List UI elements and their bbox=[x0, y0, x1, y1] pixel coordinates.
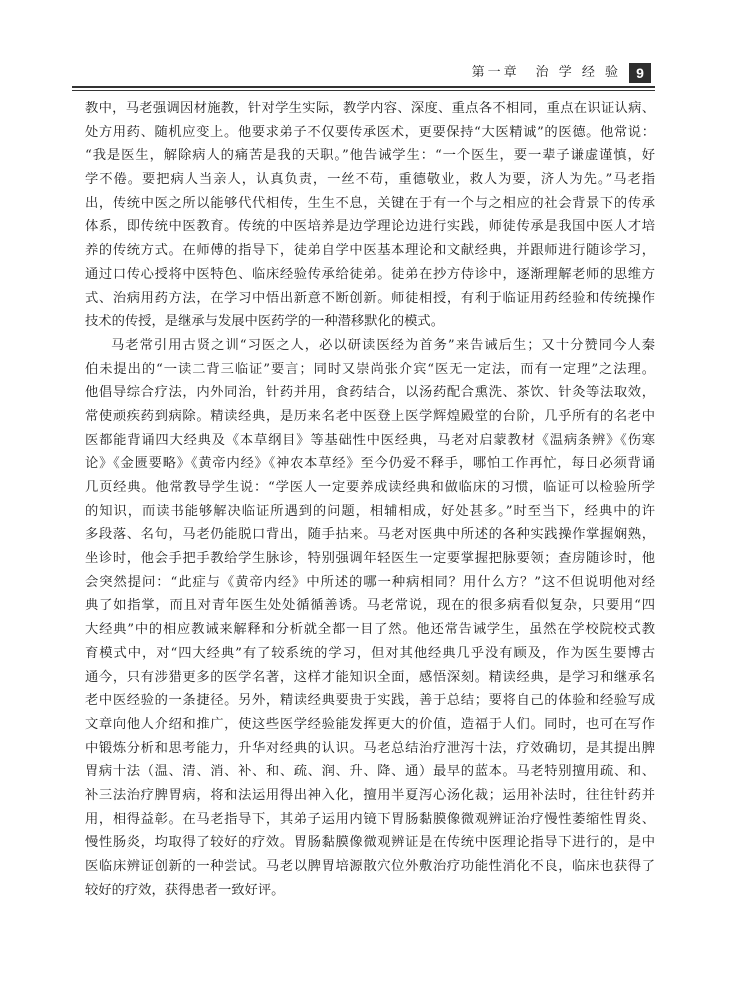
text-line: 常使顽疾药到病除。精读经典，是历来名老中医登上医学辉煌殿堂的台阶，几乎所有的名老中 bbox=[85, 408, 655, 424]
text-line: 通今，只有涉猎更多的医学名著，这样才能知识全面，感悟深刻。精读经典，是学习和继承名 bbox=[85, 669, 655, 685]
text-line: 文章向他人介绍和推广，使这些医学经验能发挥更大的价值，造福于人们。同时，也可在写作 bbox=[85, 716, 655, 732]
text-line: 典了如指掌，而且对青年医生处处循循善诱。马老常说，现在的很多病看似复杂，只要用“四 bbox=[85, 598, 655, 614]
text-line: 教中，马老强调因材施教，针对学生实际，教学内容、深度、重点各不相同，重点在识证认病、 bbox=[85, 101, 655, 116]
text-line: 学不倦。要把病人当亲人，认真负责，一丝不苟，重德敬业，救人为要，济人为先。”马老指 bbox=[85, 172, 655, 188]
header-rule-thin bbox=[72, 90, 655, 91]
text-line: 中锻炼分析和思考能力，升华对经典的认识。马老总结治疗泄泻十法，疗效确切，是其提出脾 bbox=[85, 740, 655, 756]
text-line: 老中医经验的一条捷径。另外，精读经典要贵于实践，善于总结；要将自己的体验和经验写成 bbox=[85, 693, 655, 709]
text-line: 医临床辨证创新的一种尝试。马老以脾胃培源散穴位外敷治疗功能性消化不良，临床也获得了 bbox=[85, 859, 655, 874]
text-line: 慢性肠炎，均取得了较好的疗效。胃肠黏膜像微观辨证是在传统中医理论指导下进行的，是中 bbox=[85, 835, 655, 851]
text-line: 的知识，而读书能够解决临证所遇到的问题，相辅相成，好处甚多。”时至当下，经典中的许 bbox=[85, 503, 655, 519]
text-line: 他倡导综合疗法，内外同治，针药并用，食药结合，以汤药配合熏洗、茶饮、针灸等法取效， bbox=[85, 385, 655, 401]
page-number: 9 bbox=[629, 63, 651, 83]
text-line: “我是医生，解除病人的痛苦是我的天职。”他告诫学生：“一个医生，要一辈子谦虚谨慎，好 bbox=[85, 148, 655, 164]
text-line: 坐诊时，他会手把手教给学生脉诊，特别强调年轻医生一定要掌握把脉要领；查房随诊时，他 bbox=[85, 551, 655, 567]
text-line: 多段落、名句，马老仍能脱口背出，随手拈来。马老对医典中所述的各种实践操作掌握娴熟， bbox=[85, 527, 655, 543]
text-line: 医都能背诵四大经典及《本草纲目》等基础性中医经典，马老对启蒙教材《温病条辨》《伤寒 bbox=[85, 432, 655, 448]
text-line: 大经典”中的相应教诫来解释和分析就全都一目了然。他还常告诫学生，虽然在学校院校式教 bbox=[85, 622, 655, 638]
paragraph-start-line: 马老常引用古贤之训“习医之人，必以研读医经为首务”来告诫后生；又十分赞同今人秦 bbox=[111, 337, 655, 353]
text-line: 通过口传心授将中医特色、临床经验传承给徒弟。徒弟在抄方侍诊中，逐渐理解老师的思维方 bbox=[85, 266, 655, 282]
text-line: 养的传统方式。在师傅的指导下，徒弟自学中医基本理论和文献经典，并跟师进行随诊学习， bbox=[85, 243, 655, 259]
text-line: 论》《金匮要略》《黄帝内经》《神农本草经》至今仍爱不释手，哪怕工作再忙，每日必须背诵 bbox=[85, 456, 655, 472]
text-line: 胃病十法（温、清、消、补、和、疏、润、升、降、通）最早的蓝本。马老特别擅用疏、和、 bbox=[85, 764, 655, 780]
text-line: 补三法治疗脾胃病，将和法运用得出神入化，擅用半夏泻心汤化裁；运用补法时，往往针药并 bbox=[85, 787, 655, 803]
text-line: 几页经典。他常教导学生说：“学医人一定要养成读经典和做临床的习惯，临证可以检验所学 bbox=[85, 480, 655, 495]
text-line: 处方用药、随机应变上。他要求弟子不仅要传承医术，更要保持“大医精诚”的医德。他常说： bbox=[85, 124, 655, 140]
header-rule-thick bbox=[72, 86, 655, 88]
text-line: 式、治病用药方法，在学习中悟出新意不断创新。师徒相授，有利于临证用药经验和传统操作 bbox=[85, 290, 655, 306]
text-line: 育模式中，对“四大经典”有了较系统的学习，但对其他经典几乎没有顾及，作为医生要博古 bbox=[85, 645, 655, 661]
text-line: 体系，即传统中医教育。传统的中医培养是边学理论边进行实践，师徒传承是我国中医人才培 bbox=[85, 219, 655, 235]
text-line: 用，相得益彰。在马老指导下，其弟子运用内镜下胃肠黏膜像微观辨证治疗慢性萎缩性胃炎、 bbox=[85, 811, 655, 827]
text-line: 较好的疗效，获得患者一致好评。 bbox=[85, 882, 285, 898]
text-line: 会突然提问：“此症与《黄帝内经》中所述的哪一种病相同？用什么方？”这不但说明他对经 bbox=[85, 574, 655, 590]
text-line: 伯未提出的“一读二背三临证”要言；同时又崇尚张介宾“医无一定法，而有一定理”之法理。 bbox=[85, 361, 655, 377]
chapter-title: 第一章 治 学 经 验 bbox=[471, 65, 621, 80]
running-header bbox=[472, 62, 651, 84]
body-text bbox=[85, 97, 655, 902]
text-line: 技术的传授，是继承与发展中医药学的一种潜移默化的模式。 bbox=[85, 314, 445, 330]
text-line: 出，传统中医之所以能够代代相传，生生不息，关键在于有一个与之相应的社会背景下的传承 bbox=[85, 195, 655, 211]
